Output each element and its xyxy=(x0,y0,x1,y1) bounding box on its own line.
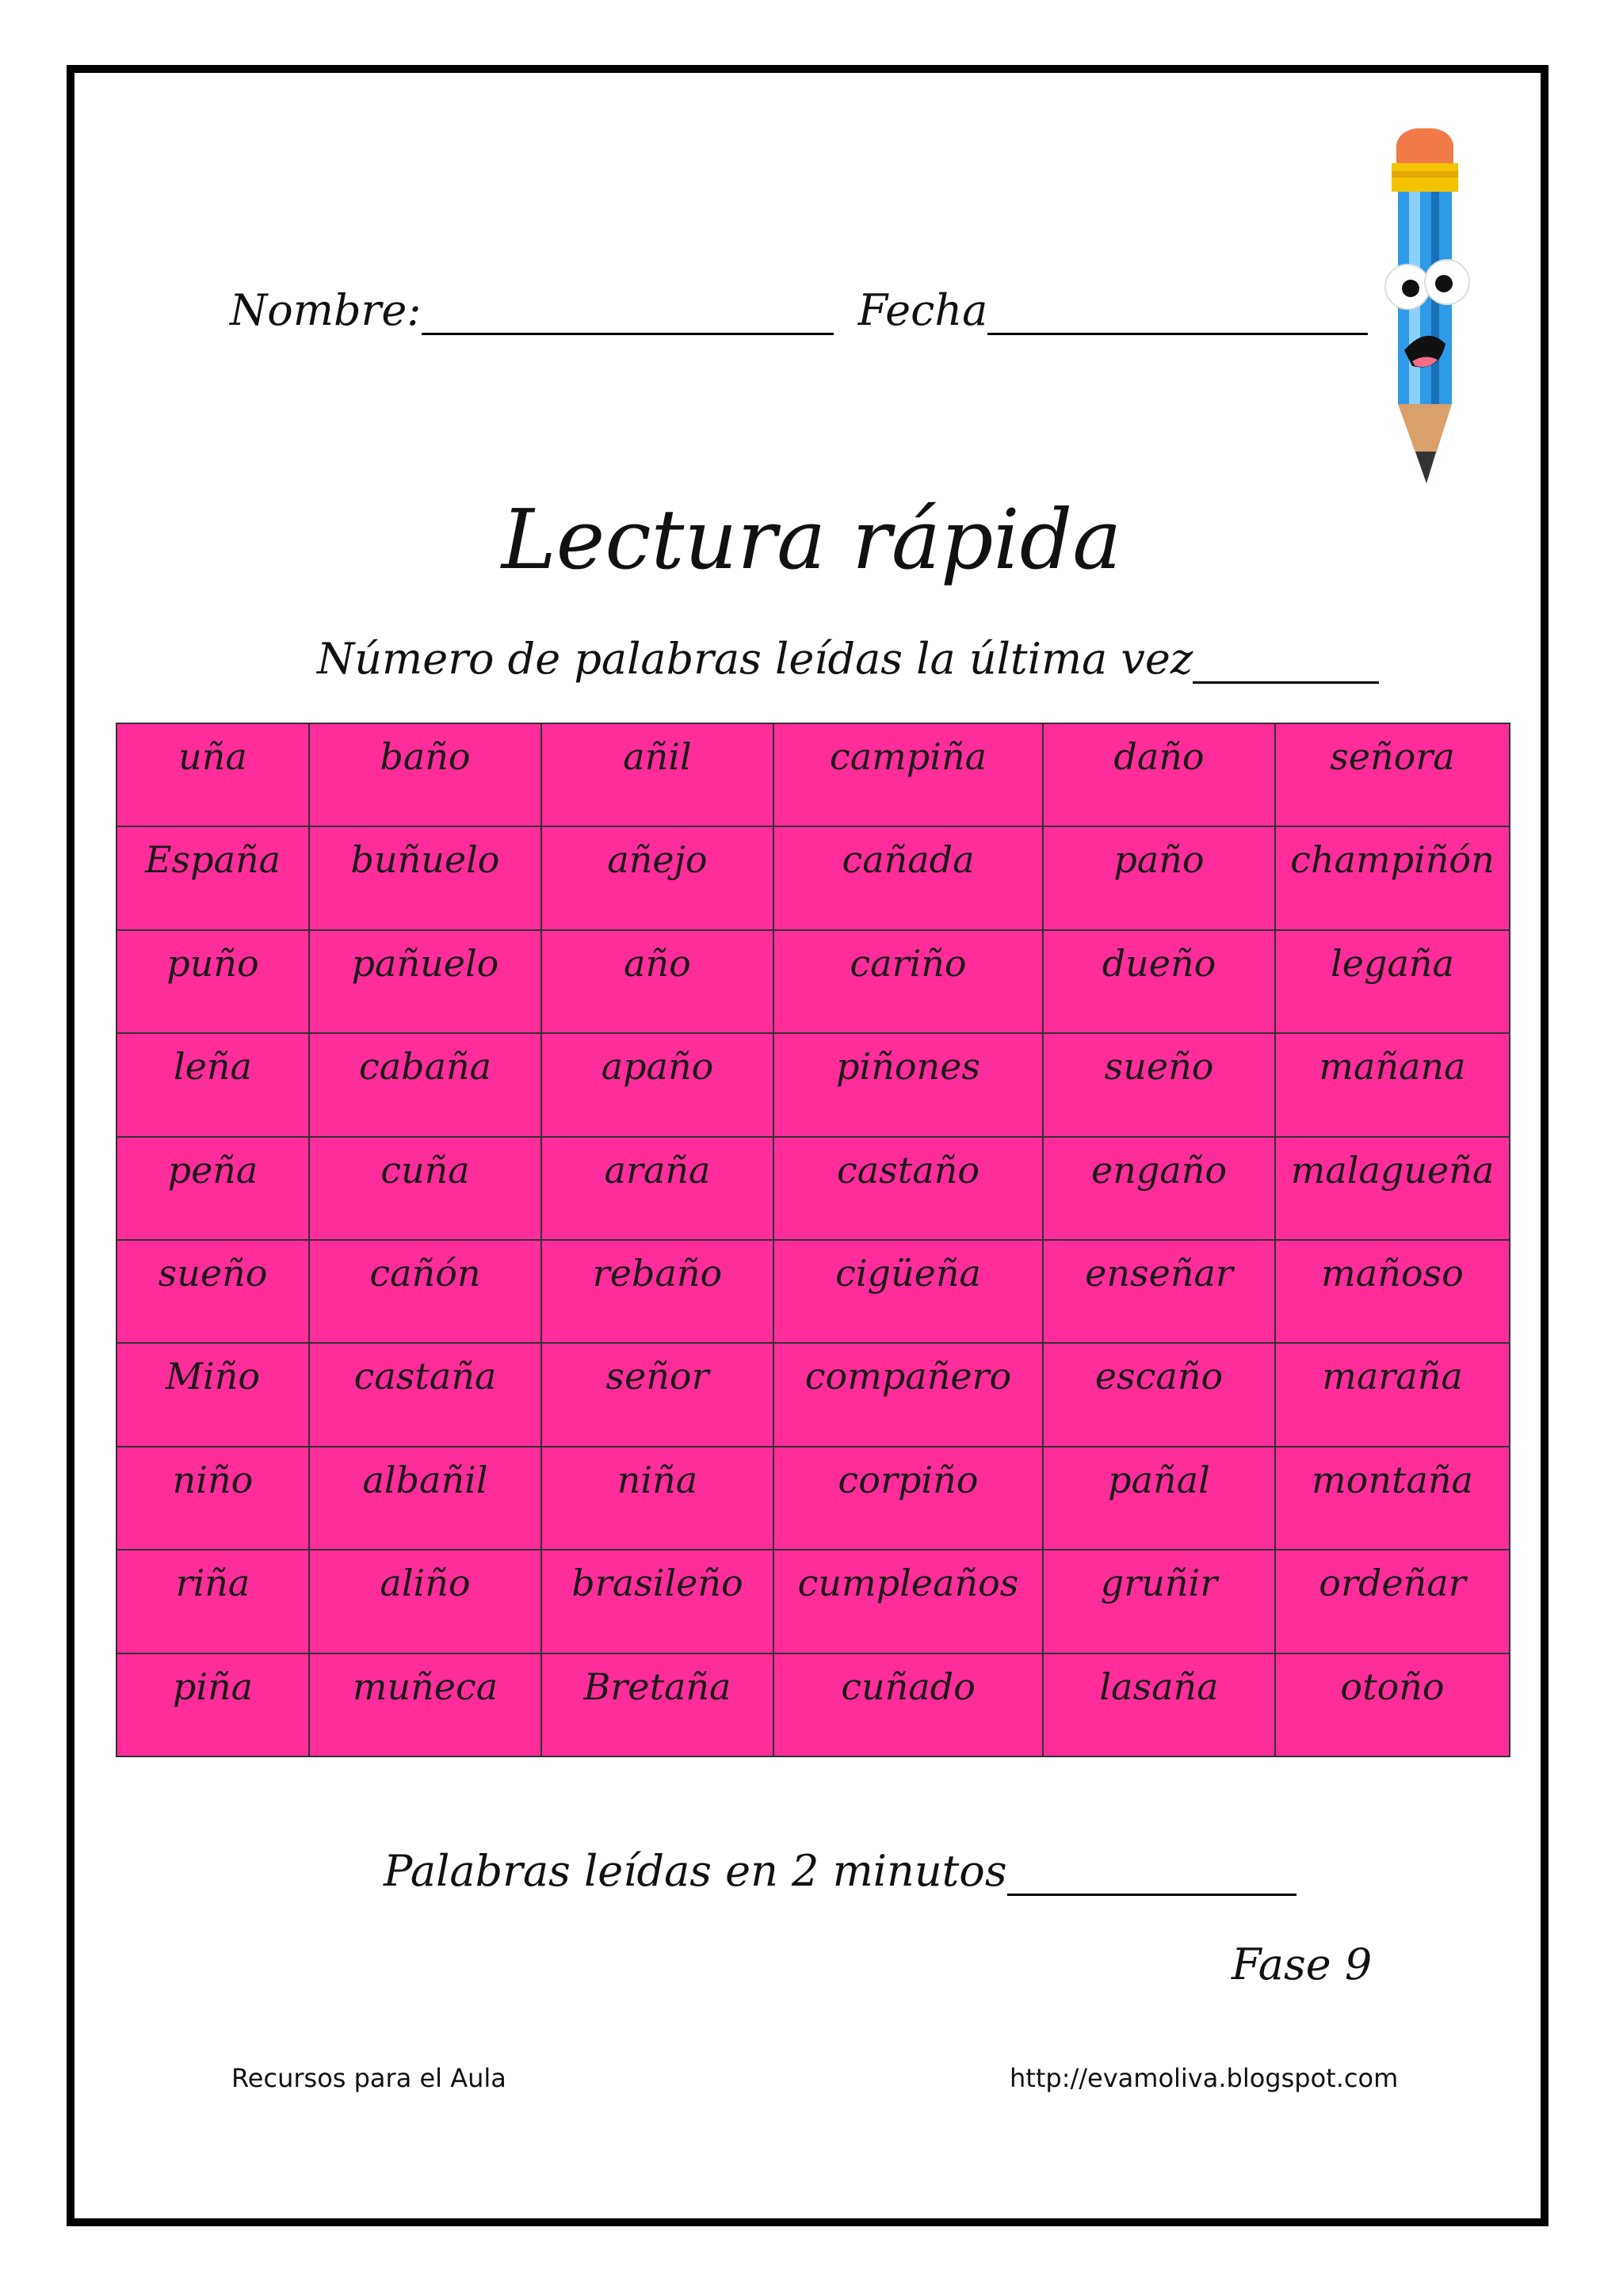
word-cell: escaño xyxy=(1043,1343,1275,1446)
word-cell: compañero xyxy=(773,1343,1043,1446)
word-cell: cumpleaños xyxy=(773,1550,1043,1653)
last-count-field[interactable] xyxy=(1193,639,1379,684)
word-cell: paño xyxy=(1043,826,1275,929)
word-cell: año xyxy=(541,930,773,1033)
last-count-line xyxy=(317,634,1316,684)
word-cell: añil xyxy=(541,723,773,826)
word-cell: daño xyxy=(1043,723,1275,826)
word-cell: uña xyxy=(116,723,309,826)
table-row xyxy=(116,1137,1510,1240)
table-row xyxy=(116,1653,1510,1756)
word-cell: maraña xyxy=(1275,1343,1510,1446)
word-cell: engaño xyxy=(1043,1137,1275,1240)
word-cell: araña xyxy=(541,1137,773,1240)
word-cell: malagueña xyxy=(1275,1137,1510,1240)
table-row xyxy=(116,1550,1510,1653)
table-row xyxy=(116,723,1510,826)
word-cell: montaña xyxy=(1275,1447,1510,1550)
table-row xyxy=(116,930,1510,1033)
table-row xyxy=(116,826,1510,929)
word-cell: mañoso xyxy=(1275,1240,1510,1343)
word-cell: pañuelo xyxy=(309,930,541,1033)
pencil-mascot-icon xyxy=(1363,119,1490,515)
word-cell: cañada xyxy=(773,826,1043,929)
table-row xyxy=(116,1447,1510,1550)
page-title: Lectura rápida xyxy=(501,491,1122,588)
word-cell: dueño xyxy=(1043,930,1275,1033)
read-count-line xyxy=(384,1846,1287,1896)
word-cell: albañil xyxy=(309,1447,541,1550)
word-cell: brasileño xyxy=(541,1550,773,1653)
word-cell: cariño xyxy=(773,930,1043,1033)
word-cell: muñeca xyxy=(309,1653,541,1756)
header-line xyxy=(230,285,1292,341)
word-cell: corpiño xyxy=(773,1447,1043,1550)
last-count-label: Número de palabras leídas la última vez xyxy=(317,634,1193,684)
word-cell: cabaña xyxy=(309,1033,541,1136)
table-row xyxy=(116,1343,1510,1446)
word-cell: buñuelo xyxy=(309,826,541,929)
word-cell: aliño xyxy=(309,1550,541,1653)
footer-left-text: Recursos para el Aula xyxy=(231,2063,506,2093)
word-cell: riña xyxy=(116,1550,309,1653)
word-cell: añejo xyxy=(541,826,773,929)
word-cell: lasaña xyxy=(1043,1653,1275,1756)
word-cell: otoño xyxy=(1275,1653,1510,1756)
words-table xyxy=(116,723,1510,1757)
word-cell: baño xyxy=(309,723,541,826)
word-cell: ordeñar xyxy=(1275,1550,1510,1653)
word-cell: leña xyxy=(116,1033,309,1136)
word-cell: señor xyxy=(541,1343,773,1446)
word-cell: rebaño xyxy=(541,1240,773,1343)
word-cell: Miño xyxy=(116,1343,309,1446)
name-field[interactable] xyxy=(422,290,834,335)
word-cell: pañal xyxy=(1043,1447,1275,1550)
word-cell: castaño xyxy=(773,1137,1043,1240)
read-count-label: Palabras leídas en 2 minutos xyxy=(384,1846,1007,1896)
word-cell: sueño xyxy=(1043,1033,1275,1136)
read-count-field[interactable] xyxy=(1007,1851,1296,1896)
word-cell: sueño xyxy=(116,1240,309,1343)
word-cell: campiña xyxy=(773,723,1043,826)
word-cell: niña xyxy=(541,1447,773,1550)
name-label: Nombre: xyxy=(230,285,422,335)
word-cell: enseñar xyxy=(1043,1240,1275,1343)
word-cell: España xyxy=(116,826,309,929)
word-cell: peña xyxy=(116,1137,309,1240)
word-cell: mañana xyxy=(1275,1033,1510,1136)
word-cell: apaño xyxy=(541,1033,773,1136)
word-cell: puño xyxy=(116,930,309,1033)
footer-url[interactable]: http://evamoliva.blogspot.com xyxy=(1010,2063,1399,2093)
word-cell: señora xyxy=(1275,723,1510,826)
word-cell: champiñón xyxy=(1275,826,1510,929)
word-cell: cigüeña xyxy=(773,1240,1043,1343)
date-field[interactable] xyxy=(987,290,1368,335)
phase-label: Fase 9 xyxy=(1232,1939,1373,1989)
word-cell: piña xyxy=(116,1653,309,1756)
word-cell: legaña xyxy=(1275,930,1510,1033)
word-cell: cañón xyxy=(309,1240,541,1343)
word-cell: castaña xyxy=(309,1343,541,1446)
word-cell: piñones xyxy=(773,1033,1043,1136)
word-cell: cuñado xyxy=(773,1653,1043,1756)
table-row xyxy=(116,1240,1510,1343)
word-cell: gruñir xyxy=(1043,1550,1275,1653)
date-label: Fecha xyxy=(857,285,988,335)
word-cell: niño xyxy=(116,1447,309,1550)
table-row xyxy=(116,1033,1510,1136)
word-cell: Bretaña xyxy=(541,1653,773,1756)
word-cell: cuña xyxy=(309,1137,541,1240)
